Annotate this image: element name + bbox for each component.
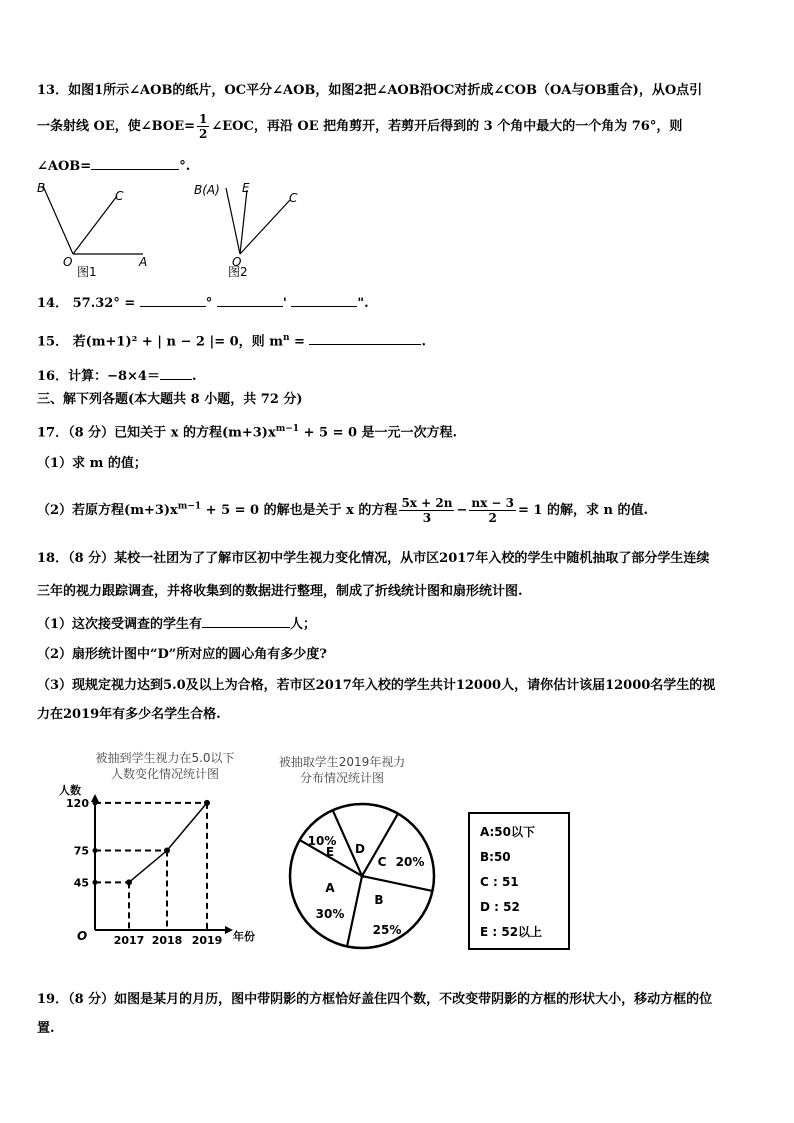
pie-slice-percent-A: 30% [315, 907, 345, 921]
line-chart-ytick-dot-2019 [93, 800, 98, 805]
q15-mid: = [289, 334, 305, 350]
q17-p2-b: + 5 = 0 的解也是关于 x 的方程 [201, 503, 398, 518]
q17-fraction-2 [469, 496, 516, 525]
fig1-label-b: B [37, 181, 46, 195]
line-chart-ylabel: 人数 [59, 784, 81, 797]
fig1-label-a: A [139, 255, 148, 269]
fig2-label-c: C [289, 191, 298, 205]
q13-figure-2 [192, 178, 307, 280]
q15-answer-blank[interactable] [309, 330, 421, 345]
q14 [37, 292, 369, 313]
line-chart-ytick-label: 75 [73, 844, 89, 858]
q17-minus: − [456, 503, 468, 518]
q17-p2-a: （2）若原方程(m+3)x [37, 503, 178, 518]
line-chart-point-2017 [126, 879, 132, 885]
q13-line2-b: ∠EOC，再沿 OE 把角剪开，若剪开后得到的 3 个角中最大的一个角为 76°，则 [211, 119, 683, 134]
pie-chart [272, 748, 452, 953]
q14-prefix: 14． 57.32° = [37, 296, 136, 311]
q16 [37, 365, 197, 386]
fig2-label-o: O [232, 255, 242, 269]
q16-end: . [191, 369, 197, 384]
q18-p1-a: （1）这次接受调查的学生有 [37, 617, 203, 632]
pie-legend-item: E : 52以上 [480, 925, 543, 939]
pie-slice-percent-B: 25% [372, 923, 402, 937]
q15 [37, 329, 426, 351]
line-chart-xlabel: 年份 [233, 930, 255, 943]
pie-slice-percent-C: 20% [395, 855, 425, 869]
fig2-label-e: E [242, 181, 250, 195]
q14-minute-blank[interactable] [217, 292, 283, 307]
line-chart-series-line [129, 803, 207, 882]
line-chart-ytick-dot-2017 [93, 880, 98, 885]
q13-line1: 13．如图1所示∠AOB的纸片，OC平分∠AOB，如图2把∠AOB沿OC对折成∠COB（OA与OB重合)，从O点引 [37, 83, 703, 98]
line-chart-origin: O [77, 929, 88, 943]
line-chart-xtick-label: 2017 [113, 934, 145, 947]
fig1-label-o: O [63, 255, 73, 269]
pie-slice-label-A: A [325, 881, 335, 895]
q14-second-mark: " [357, 296, 365, 311]
q16-answer-blank[interactable] [160, 365, 192, 380]
q18-p1-b: 人； [290, 617, 317, 632]
q14-minute-mark: ' [282, 296, 287, 311]
q13-answer-blank[interactable] [91, 155, 179, 170]
line-chart-subtitle: 人数变化情况统计图 [110, 767, 220, 781]
q17-stem [37, 420, 457, 442]
q18-part3-line2: 力在2019年有多少名学生合格. [37, 707, 221, 722]
pie-chart-subtitle: 分布情况统计图 [299, 771, 385, 785]
pie-slice-percent-E: 10% [307, 834, 337, 848]
q17-p2-c: = 1 的解，求 n 的值. [517, 503, 649, 518]
line-chart-xtick-label: 2018 [151, 934, 183, 947]
q18-part2: （2）扇形统计图中“D”所对应的圆心角有多少度? [37, 647, 327, 662]
q18-answer-blank[interactable] [202, 613, 290, 628]
section-3-heading: 三、解下列各题(本大题共 8 小题，共 72 分) [37, 392, 303, 407]
q13-figure-1 [35, 178, 155, 280]
line-chart-title: 被抽到学生视力在5.0以下 [95, 751, 235, 765]
pie-legend-item: A:50以下 [480, 825, 536, 839]
q13-fraction [197, 112, 209, 141]
q17-stem-b: + 5 = 0 是一元一次方程. [299, 425, 458, 441]
pie-legend-box [468, 812, 570, 950]
fig2-caption: 图2 [228, 265, 248, 279]
fig2-label-ba: B(A) [194, 183, 220, 197]
q14-degree-mark: ° [205, 296, 213, 311]
line-chart-x-arrow [225, 926, 233, 934]
line-chart-ytick-label: 120 [66, 796, 89, 810]
q17-f2-num: nx − 3 [471, 496, 514, 510]
line-chart [55, 748, 275, 950]
q17-part2 [37, 496, 648, 525]
q17-part1: （1）求 m 的值； [37, 456, 147, 471]
pie-slice-label-B: B [374, 893, 384, 907]
q18-part3-line1: （3）现规定视力达到5.0及以上为合格，若市区2017年入校的学生共计12000人，请你估计该届12000名学生的视 [37, 678, 716, 693]
q18-line1: 18．（8 分）某校一社团为了了解市区初中学生视力变化情况，从市区2017年入校的学生中随机抽取了部分学生连续 [37, 551, 710, 566]
q15-sup: n [282, 333, 290, 343]
pie-slice-label-C: C [377, 855, 387, 869]
pie-legend-item: D : 52 [480, 900, 520, 914]
line-chart-xtick-label: 2019 [191, 934, 223, 947]
q17-f1-num: 5x + 2n [401, 496, 453, 510]
q18-part1 [37, 613, 316, 634]
q13-line3 [37, 155, 190, 176]
q17-p2-sup: m−1 [177, 501, 202, 512]
q13-line2-a: 一条射线 OE，使∠BOE= [37, 119, 196, 134]
q14-second-blank[interactable] [291, 292, 357, 307]
q13-line2 [37, 112, 682, 141]
q17-f1-den: 3 [422, 511, 432, 525]
line-chart-point-2019 [204, 800, 210, 806]
q13-line3-a: ∠AOB= [37, 159, 92, 174]
pie-chart-title: 被抽取学生2019年视力 [278, 755, 406, 769]
q15-end: . [421, 334, 426, 350]
q14-degree-blank[interactable] [140, 292, 206, 307]
q15-prefix: 15． 若(m+1)² + | n − 2 |= 0，则 m [37, 334, 283, 350]
q13-frac-den: 2 [199, 127, 208, 141]
pie-legend-item: B:50 [480, 850, 511, 864]
pie-slice-label-D: D [355, 842, 365, 856]
q13-line3-b: °. [179, 159, 191, 174]
line-chart-ytick-label: 45 [73, 876, 89, 890]
q17-stem-a: 17．（8 分）已知关于 x 的方程(m+3)x [37, 425, 276, 441]
q13-frac-num: 1 [199, 112, 208, 126]
q18-line2: 三年的视力跟踪调查，并将收集到的数据进行整理，制成了折线统计图和扇形统计图. [37, 584, 523, 599]
q17-stem-sup: m−1 [275, 424, 300, 434]
pie-legend-item: C : 51 [480, 875, 519, 889]
line-chart-ytick-dot-2018 [93, 848, 98, 853]
q16-prefix: 16．计算：−8×4＝ [37, 369, 160, 384]
pie-slice-label-E: E [325, 845, 335, 859]
q17-f2-den: 2 [488, 511, 497, 525]
fig1-label-c: C [115, 189, 124, 203]
pie-legend-list [480, 820, 568, 945]
q19-line1: 19．（8 分）如图是某月的月历，图中带阴影的方框恰好盖住四个数，不改变带阴影的方框的形状大小，移动方框的位 [37, 992, 713, 1007]
fig1-caption: 图1 [77, 265, 97, 279]
q14-end: . [364, 296, 369, 311]
q19-line2: 置. [37, 1021, 55, 1036]
q17-fraction-1 [399, 496, 454, 525]
line-chart-point-2018 [164, 848, 170, 854]
